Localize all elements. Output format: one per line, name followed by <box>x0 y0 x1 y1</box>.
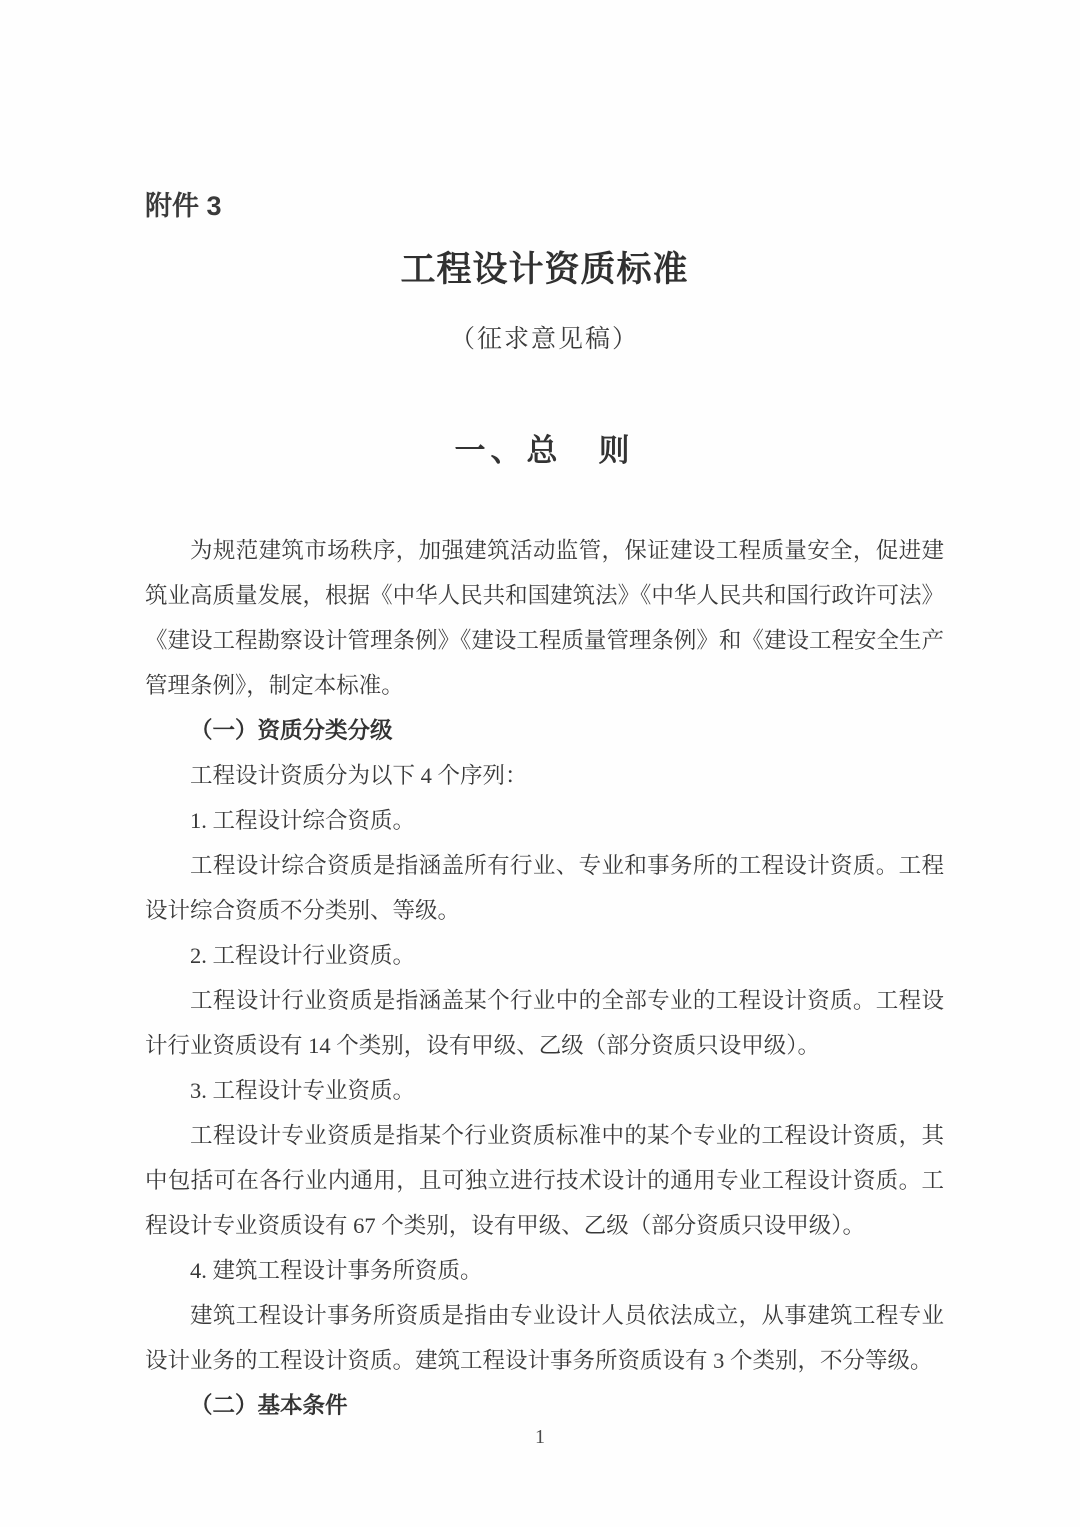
paragraph: 工程设计专业资质是指某个行业资质标准中的某个专业的工程设计资质，其中包括可在各行业内通用，且可独立进行技术设计的通用专业工程设计资质。工程设计专业资质设有 67 个类别，设有甲级、乙级（部分资质只设甲级）。 <box>145 1123 944 1239</box>
paragraph: 工程设计行业资质是指涵盖某个行业中的全部专业的工程设计资质。工程设计行业资质设有 14 个类别，设有甲级、乙级（部分资质只设甲级）。 <box>145 988 944 1059</box>
page-number: 1 <box>535 1426 545 1448</box>
section-heading-general-provisions: 一、总 则 <box>454 433 635 469</box>
paragraph: 3. 工程设计专业资质。 <box>190 1078 416 1104</box>
attachment-label: 附件 3 <box>145 191 222 221</box>
paragraph: 工程设计综合资质是指涵盖所有行业、专业和事务所的工程设计资质。工程设计综合资质不分类别、等级。 <box>145 853 944 924</box>
paragraph: 1. 工程设计综合资质。 <box>190 808 416 834</box>
paragraph: 为规范建筑市场秩序，加强建筑活动监管，保证建设工程质量安全，促进建筑业高质量发展，根据《中华人民共和国建筑法》《中华人民共和国行政许可法》《建设工程勘察设计管理条例》《建设工程质量管理条例》和《建设工程安全生产管理条例》，制定本标准。 <box>145 538 944 699</box>
paragraph: 建筑工程设计事务所资质是指由专业设计人员依法成立，从事建筑工程专业设计业务的工程设计资质。建筑工程设计事务所资质设有 3 个类别，不分等级。 <box>145 1303 944 1374</box>
sub-section-heading: （二）基本条件 <box>190 1393 348 1419</box>
paragraph: 工程设计资质分为以下 4 个序列： <box>190 763 528 789</box>
document-title: 工程设计资质标准 <box>400 250 689 290</box>
document-subtitle: （征求意见稿） <box>449 326 639 354</box>
sub-section-heading: （一）资质分类分级 <box>190 718 393 744</box>
body-text <box>145 528 944 1428</box>
paragraph: 4. 建筑工程设计事务所资质。 <box>190 1258 483 1284</box>
paragraph: 2. 工程设计行业资质。 <box>190 943 416 969</box>
